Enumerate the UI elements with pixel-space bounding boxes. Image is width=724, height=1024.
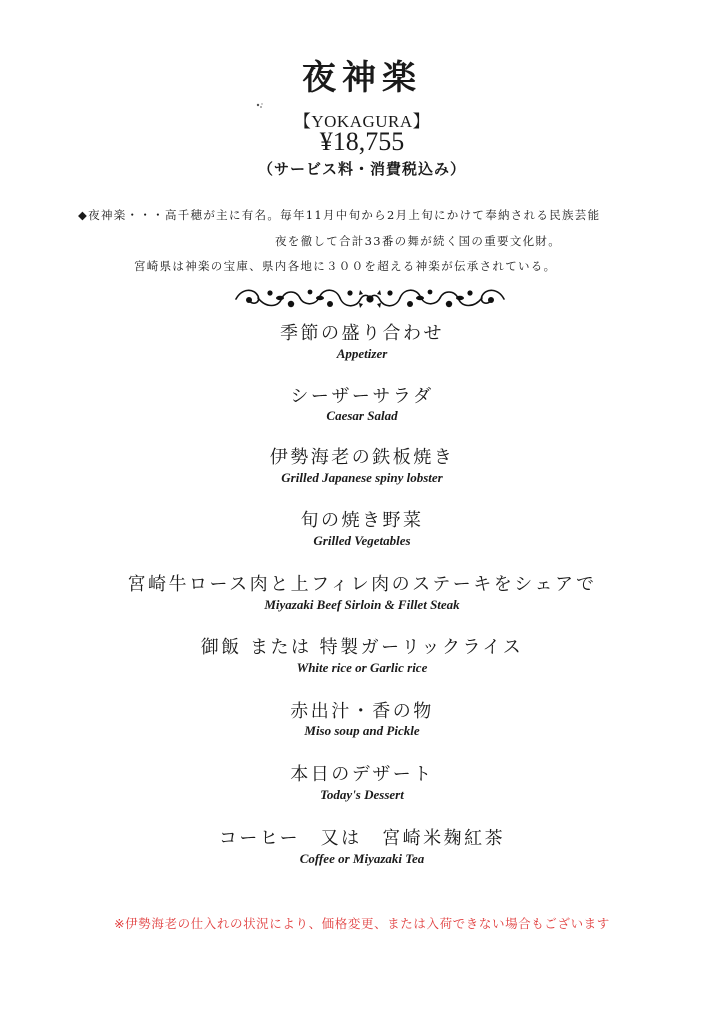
course-2-name-en: Caesar Salad [326, 408, 398, 423]
course-5-name-en: Miyazaki Beef Sirloin & Fillet Steak [264, 597, 460, 612]
course-2-name-ja: シーザーサラダ [290, 386, 434, 407]
course-1-name-en: Appetizer [336, 346, 388, 361]
floral-divider-icon [232, 284, 508, 314]
course-4-name-ja: 旬の焼き野菜 [300, 510, 424, 531]
footer-note: ※伊勢海老の仕入れの状況により、価格変更、または入荷できない場合もございます [114, 916, 610, 931]
course-4-name-en: Grilled Vegetables [313, 533, 411, 548]
course-3-name-ja: 伊勢海老の鉄板焼き [269, 447, 455, 468]
course-8-name-ja: 本日のデザート [290, 764, 434, 785]
description-line-1: ◆夜神楽・・・高千穂が主に有名。毎年11月中旬から2月上旬にかけて奉納される民族芸能 [78, 208, 601, 222]
tax-note: （サービス料・消費税込み） [257, 160, 466, 178]
menu-subtitle: 【YOKAGURA】 [293, 112, 431, 131]
menu-title: 夜神楽 [302, 58, 422, 98]
course-9-name-ja: コーヒー 又は 宮崎米麹紅茶 [218, 828, 506, 849]
course-6-name-en: White rice or Garlic rice [296, 660, 428, 675]
course-3-name-en: Grilled Japanese spiny lobster [281, 470, 443, 485]
course-1-name-ja: 季節の盛り合わせ [280, 323, 444, 344]
course-7-name-ja: 赤出汁・香の物 [290, 701, 434, 722]
course-7-name-en: Miso soup and Pickle [304, 723, 420, 738]
menu-price: ¥18,755 [319, 127, 405, 156]
course-5-name-ja: 宮崎牛ロース肉と上フィレ肉のステーキをシェアで [127, 574, 597, 595]
course-8-name-en: Today's Dessert [320, 787, 404, 802]
description-line-3: 宮崎県は神楽の宝庫、県内各地に３００を超える神楽が伝承されている。 [134, 259, 557, 273]
description-line-2: 夜を徹して合計33番の舞が続く国の重要文化財。 [275, 234, 562, 248]
course-6-name-ja: 御飯 または 特製ガーリックライス [200, 637, 524, 658]
course-9-name-en: Coffee or Miyazaki Tea [299, 851, 425, 866]
